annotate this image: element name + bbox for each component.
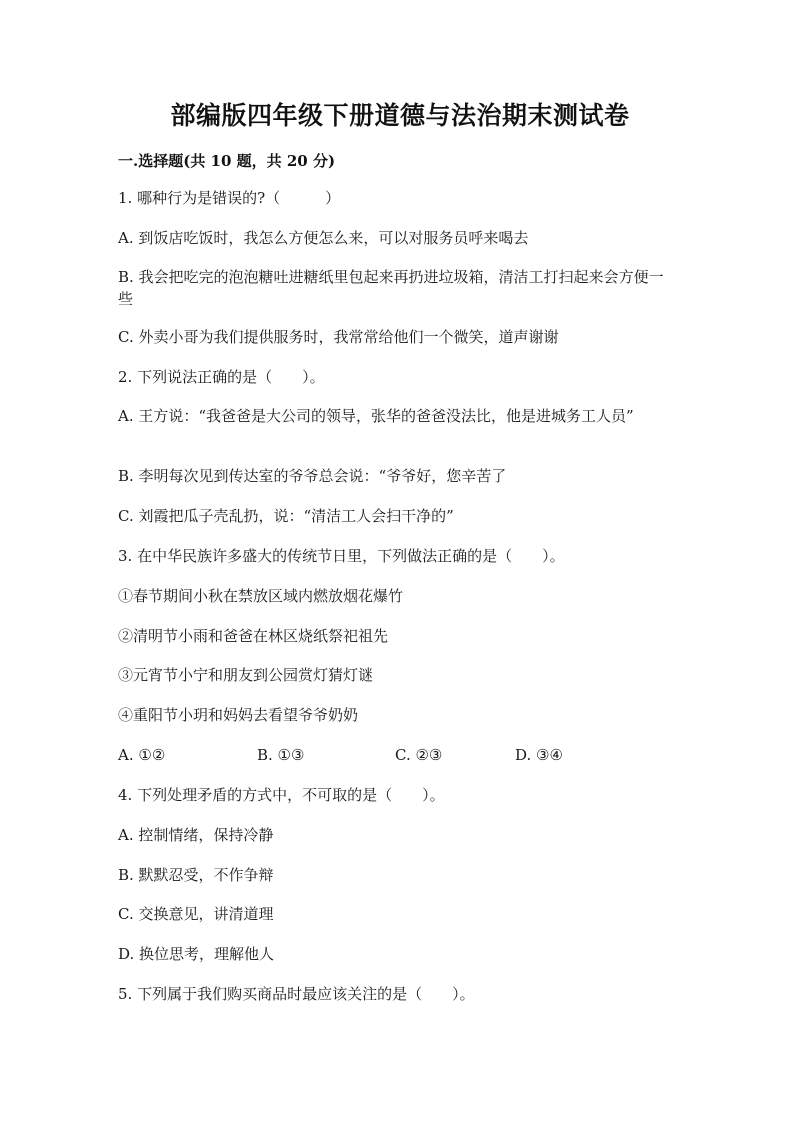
question-2-option-c: C. 刘霞把瓜子壳乱扔，说：“清洁工人会扫干净的” xyxy=(118,507,454,525)
question-4-option-b: B. 默默忍受，不作争辩 xyxy=(118,866,274,884)
question-1-option-c: C. 外卖小哥为我们提供服务时，我常常给他们一个微笑，道声谢谢 xyxy=(118,328,559,346)
question-3-option-b: B. ①③ xyxy=(257,746,305,764)
page-title: 部编版四年级下册道德与法治期末测试卷 xyxy=(170,101,630,130)
question-1-option-b: B. 我会把吃完的泡泡糖吐进糖纸里包起来再扔进垃圾箱，清洁工打扫起来会方便一些 xyxy=(118,268,664,308)
question-1-stem: 1. 哪种行为是错误的?（ ） xyxy=(118,189,341,207)
question-2-option-a: A. 王方说：“我爸爸是大公司的领导，张华的爸爸没法比，他是进城务工人员” xyxy=(118,407,634,425)
question-2-stem: 2. 下列说法正确的是（ ）。 xyxy=(118,368,325,386)
question-3-option-d: D. ③④ xyxy=(515,746,563,764)
question-2-option-b: B. 李明每次见到传达室的爷爷总会说：“爷爷好，您辛苦了 xyxy=(118,467,507,485)
question-4-stem: 4. 下列处理矛盾的方式中，不可取的是（ ）。 xyxy=(118,786,445,804)
question-4-option-a: A. 控制情绪，保持冷静 xyxy=(118,826,274,844)
question-4-option-d: D. 换位思考，理解他人 xyxy=(118,945,275,963)
question-4-option-c: C. 交换意见，讲清道理 xyxy=(118,905,274,923)
question-3-option-c: C. ②③ xyxy=(395,746,443,764)
question-3-stem: 3. 在中华民族许多盛大的传统节日里，下列做法正确的是（ ）。 xyxy=(118,547,565,565)
question-3-statement-2: ②清明节小雨和爸爸在林区烧纸祭祀祖先 xyxy=(118,627,389,645)
question-3-option-a: A. ①② xyxy=(118,746,166,764)
question-3-statement-1: ①春节期间小秋在禁放区域内燃放烟花爆竹 xyxy=(118,587,404,605)
question-1-option-a: A. 到饭店吃饭时，我怎么方便怎么来，可以对服务员呼来喝去 xyxy=(118,229,529,247)
question-3-statement-4: ④重阳节小玥和妈妈去看望爷爷奶奶 xyxy=(118,706,359,724)
question-3-statement-3: ③元宵节小宁和朋友到公园赏灯猜灯谜 xyxy=(118,666,374,684)
question-5-stem: 5. 下列属于我们购买商品时最应该关注的是（ ）。 xyxy=(118,985,475,1003)
section-heading: 一.选择题(共 10 题，共 20 分) xyxy=(118,152,336,170)
